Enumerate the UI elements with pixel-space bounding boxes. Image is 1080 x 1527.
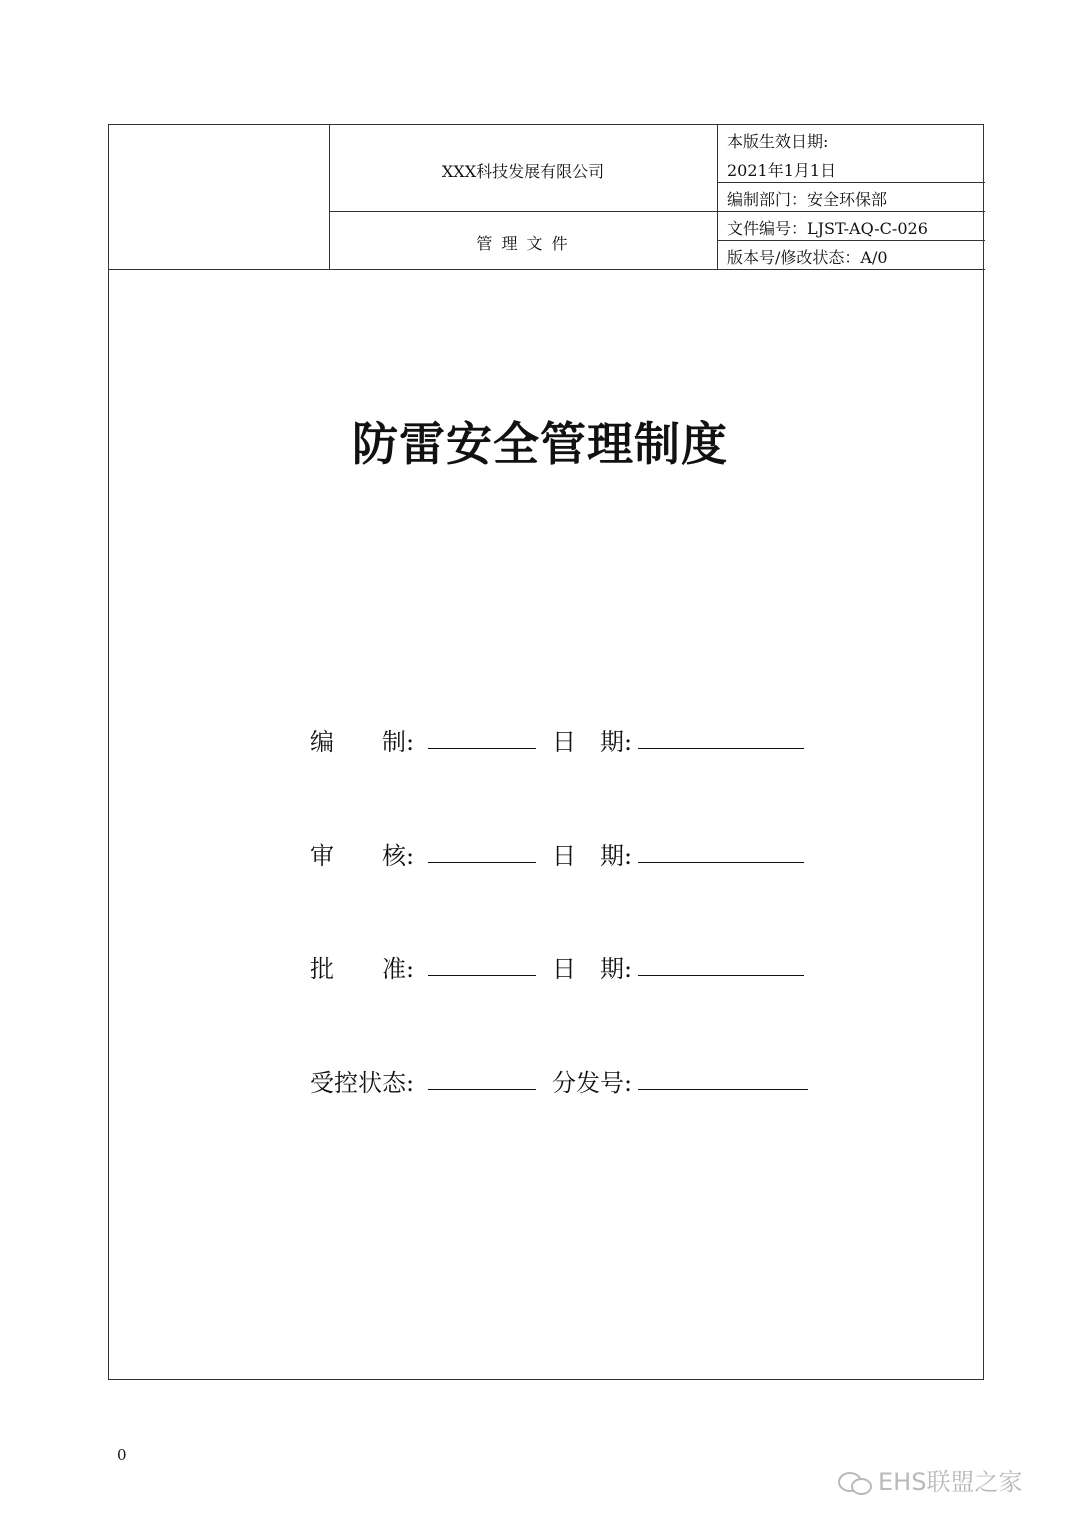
header-divider-r3 [717,240,985,241]
doc-type: 管 理 文 件 [476,234,570,253]
compile-date-blank [638,748,804,749]
distribution-number-label: 分发号: [552,1069,633,1097]
company-name: XXX科技发展有限公司 [441,162,605,181]
approve-date-label: 日 期: [552,955,633,983]
distribution-number-blank [638,1089,808,1090]
review-blank [428,862,536,863]
review-date-label: 日 期: [552,842,633,870]
header-bottom-line [109,269,985,270]
document-frame [108,124,984,1380]
wechat-icon [838,1470,874,1494]
approve-date-blank [638,975,804,976]
doc-number: 文件编号：LJST-AQ-C-026 [727,219,928,238]
header-divider-mid [329,211,718,212]
compile-label: 编 制: [310,728,415,756]
approve-blank [428,975,536,976]
control-status-blank [428,1089,536,1090]
effective-date-label: 本版生效日期: [727,132,829,151]
review-label: 审 核: [310,842,415,870]
header-divider-r2 [717,211,985,212]
review-date-blank [638,862,804,863]
approve-label: 批 准: [310,955,415,983]
compile-date-label: 日 期: [552,728,633,756]
effective-date-value: 2021年1月1日 [727,161,837,180]
department: 编制部门：安全环保部 [727,190,888,209]
page-number: 0 [117,1446,127,1464]
version-status: 版本号/修改状态：A/0 [727,248,888,267]
header-divider-r1 [717,182,985,183]
header-divider-v2 [717,125,718,270]
watermark [838,1462,1022,1497]
compile-blank [428,748,536,749]
watermark-text: EHS联盟之家 [878,1468,1023,1496]
document-title: 防雷安全管理制度 [352,417,728,471]
control-status-label: 受控状态: [310,1069,415,1097]
